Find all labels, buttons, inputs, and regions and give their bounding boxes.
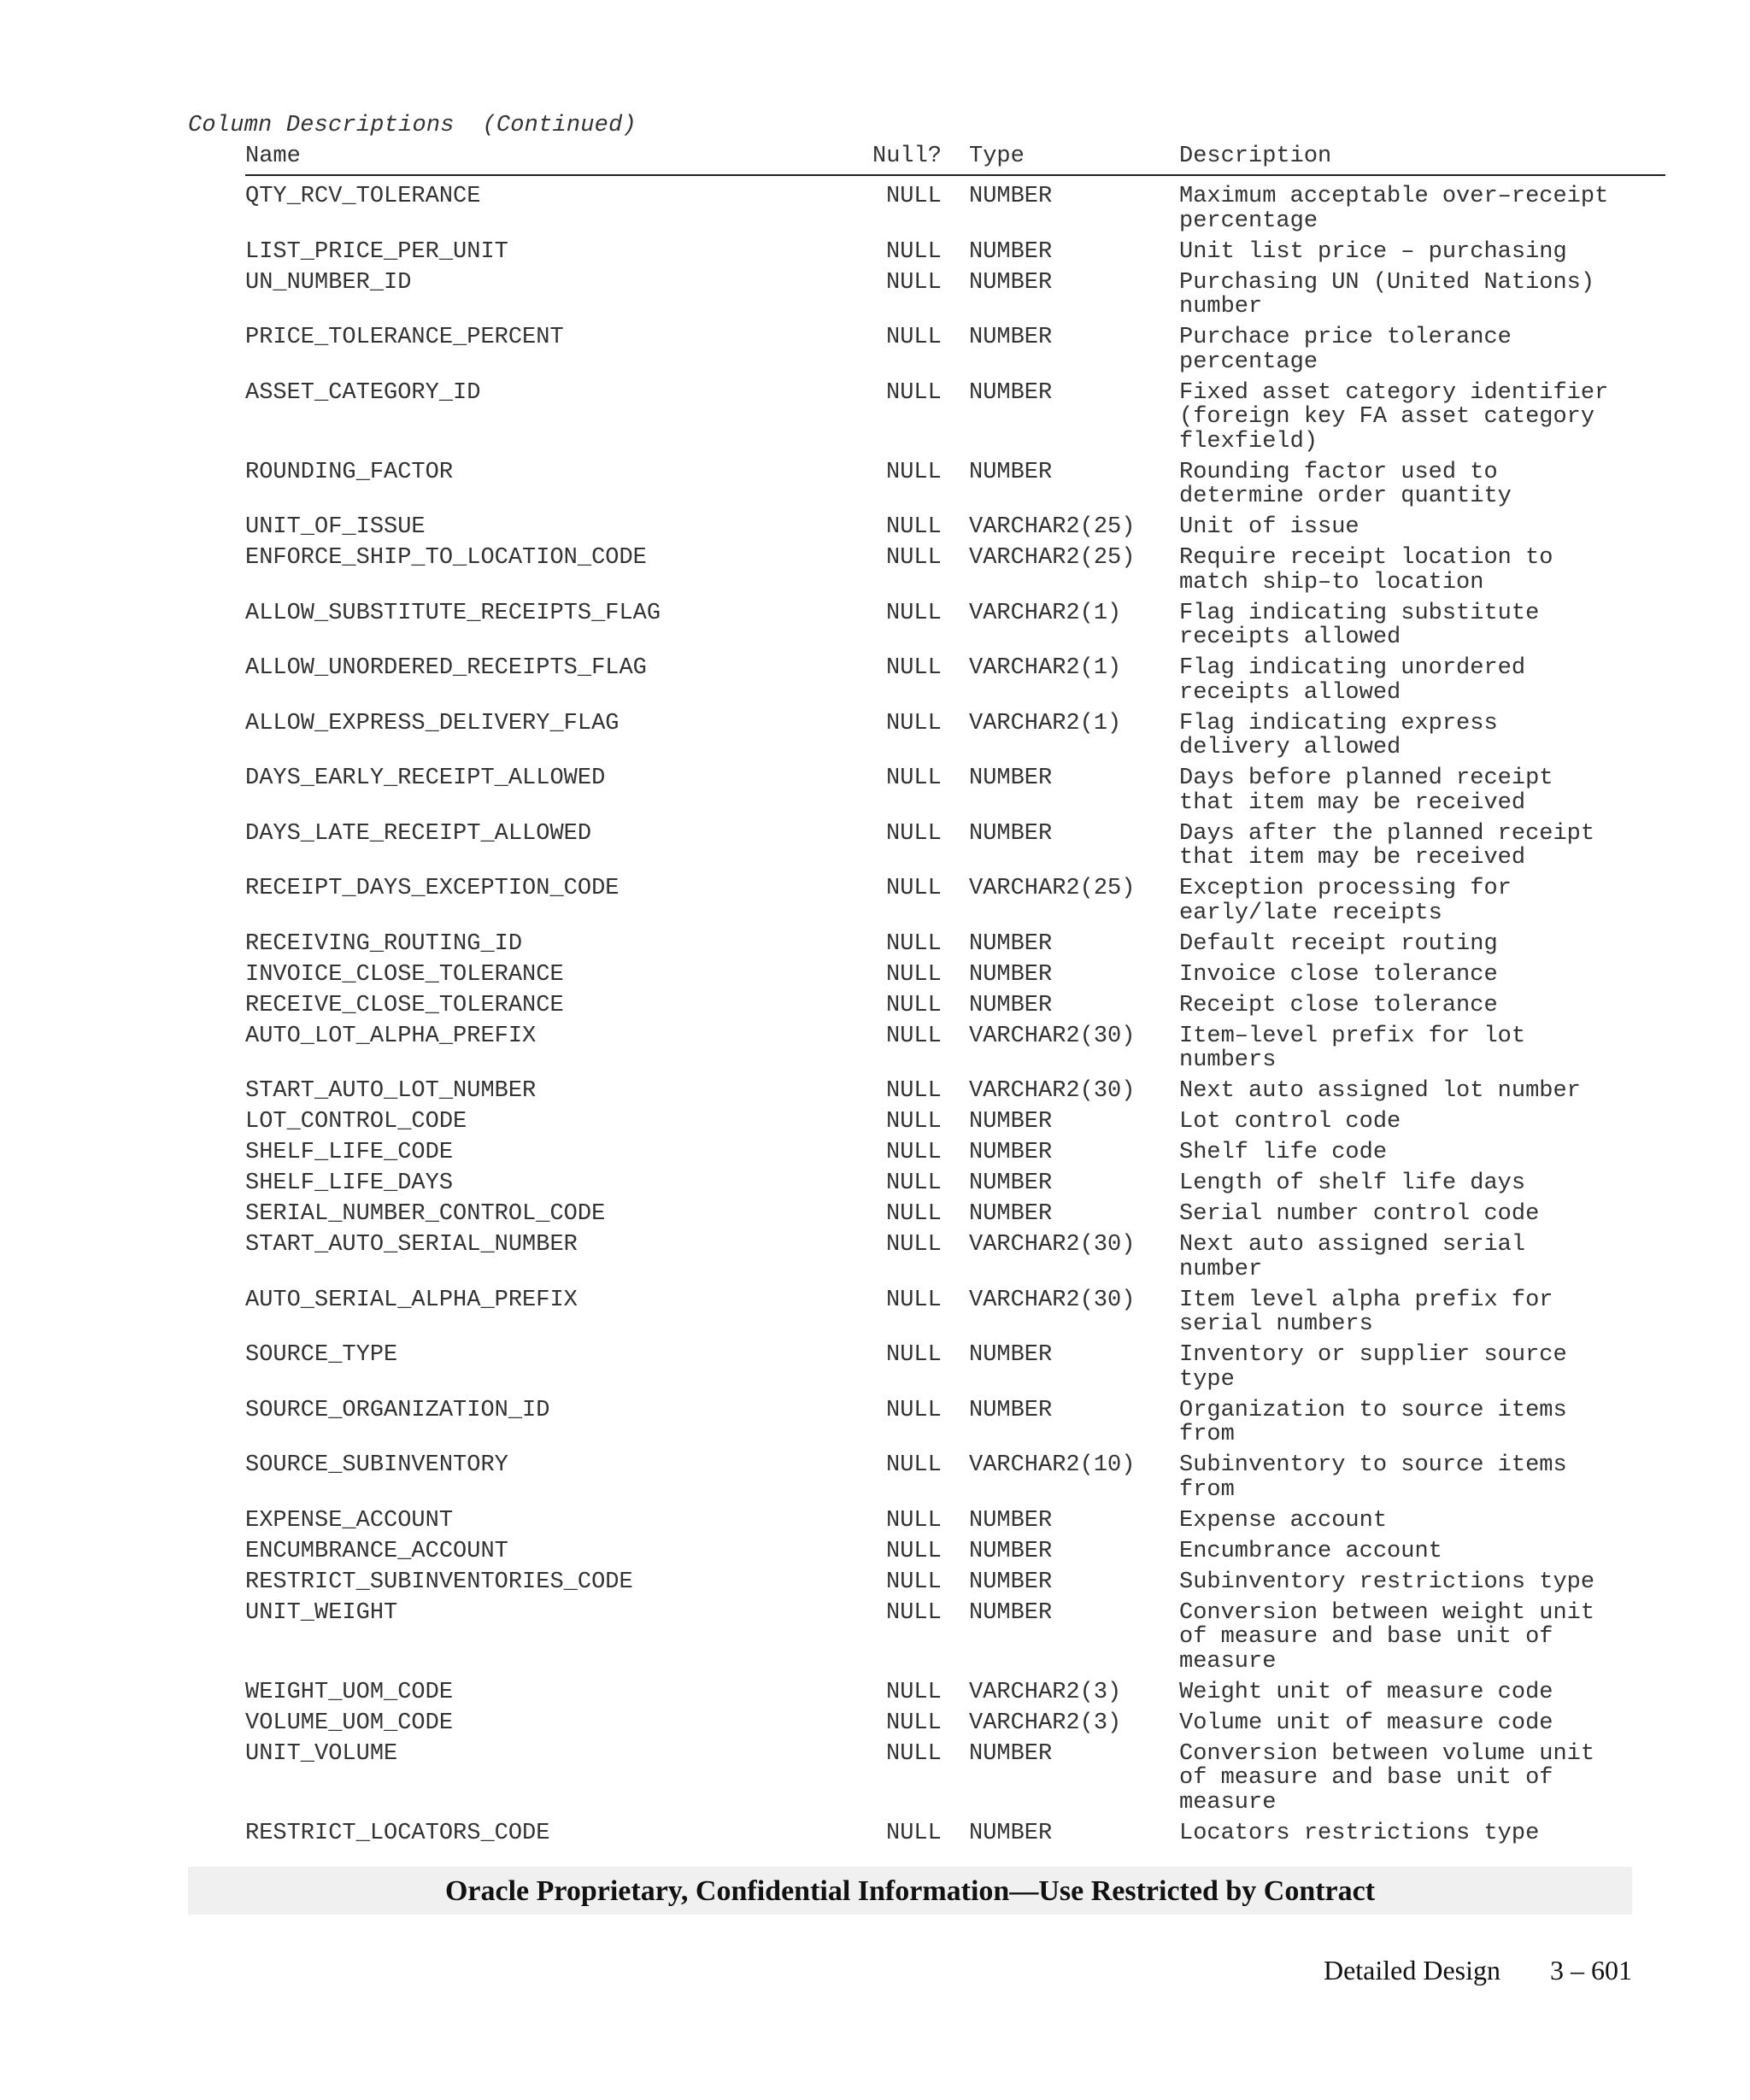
description-cell: Organization to source items from — [1179, 1397, 1567, 1447]
table-row — [245, 712, 1665, 760]
data-type-cell: VARCHAR2(3) — [969, 1710, 1122, 1736]
confidentiality-banner — [188, 1867, 1632, 1915]
column-name-cell: ALLOW_EXPRESS_DELIVERY_FLAG — [245, 710, 620, 736]
table-row — [245, 1233, 1665, 1282]
description-cell: Days before planned receipt that item may be received — [1179, 766, 1553, 816]
table-row — [245, 546, 1665, 595]
data-type-cell: VARCHAR2(1) — [969, 600, 1122, 626]
nullability-cell: NULL — [886, 1569, 942, 1595]
column-name-cell: LIST_PRICE_PER_UNIT — [245, 238, 508, 265]
data-type-cell: NUMBER — [969, 1569, 1053, 1595]
nullability-cell: NULL — [886, 269, 942, 296]
table-row — [245, 877, 1665, 925]
table-row — [245, 1453, 1665, 1502]
column-name-cell: ENFORCE_SHIP_TO_LOCATION_CODE — [245, 545, 647, 571]
table-row — [245, 326, 1665, 374]
nullability-cell: NULL — [886, 766, 942, 791]
data-type-cell: NUMBER — [969, 184, 1053, 209]
column-name-cell: SOURCE_ORGANIZATION_ID — [245, 1397, 550, 1423]
nullability-cell: NULL — [886, 600, 942, 626]
data-type-cell: NUMBER — [969, 1820, 1053, 1846]
column-name-cell: ROUNDING_FACTOR — [245, 459, 454, 485]
data-type-cell: VARCHAR2(30) — [969, 1023, 1136, 1049]
table-row — [245, 460, 1665, 509]
table-row — [245, 1540, 1665, 1564]
nullability-cell: NULL — [886, 1287, 942, 1313]
column-name-cell: SOURCE_TYPE — [245, 1342, 398, 1368]
column-name-cell: INVOICE_CLOSE_TOLERANCE — [245, 961, 564, 988]
description-cell: Conversion between volume unit of measure and base unit of measure — [1179, 1740, 1595, 1816]
data-type-cell: NUMBER — [969, 269, 1053, 296]
description-cell: Weight unit of measure code — [1179, 1679, 1553, 1705]
nullability-cell: NULL — [886, 514, 942, 540]
nullability-cell: NULL — [886, 1710, 942, 1736]
description-cell: Exception processing for early/late receipts — [1179, 876, 1512, 926]
data-type-cell: VARCHAR2(30) — [969, 1078, 1136, 1104]
description-cell: Flag indicating express delivery allowed — [1179, 710, 1498, 760]
description-cell: Subinventory restrictions type — [1179, 1569, 1595, 1595]
data-type-cell: VARCHAR2(25) — [969, 876, 1136, 901]
nullability-cell: NULL — [886, 710, 942, 736]
section-title: Column Descriptions (Continued) — [188, 113, 637, 138]
table-row — [245, 1570, 1665, 1595]
table-row — [245, 1171, 1665, 1196]
table-row — [245, 515, 1665, 540]
nullability-cell: NULL — [886, 1740, 942, 1767]
data-type-cell: VARCHAR2(3) — [969, 1679, 1122, 1705]
description-cell: Encumbrance account — [1179, 1538, 1442, 1564]
table-row — [245, 994, 1665, 1018]
column-name-cell: SHELF_LIFE_DAYS — [245, 1170, 454, 1196]
data-type-cell: NUMBER — [969, 1201, 1053, 1227]
description-cell: Item level alpha prefix for serial numbers — [1179, 1287, 1553, 1337]
table-row — [245, 1681, 1665, 1705]
page-number: 3 – 601 — [1550, 1955, 1632, 1986]
column-name-cell: RECEIVING_ROUTING_ID — [245, 930, 523, 957]
data-type-cell: NUMBER — [969, 930, 1053, 957]
data-type-cell: NUMBER — [969, 1538, 1053, 1564]
column-name-cell: RECEIPT_DAYS_EXCEPTION_CODE — [245, 876, 620, 901]
data-type-cell: NUMBER — [969, 961, 1053, 988]
column-name-cell: ALLOW_SUBSTITUTE_RECEIPTS_FLAG — [245, 600, 661, 626]
column-name-cell: AUTO_LOT_ALPHA_PREFIX — [245, 1023, 537, 1049]
data-type-cell: NUMBER — [969, 766, 1053, 791]
column-name-cell: UNIT_VOLUME — [245, 1740, 398, 1767]
table-row — [245, 963, 1665, 988]
table-row — [245, 1601, 1665, 1675]
table-row — [245, 1711, 1665, 1736]
table-row — [245, 1079, 1665, 1104]
nullability-cell: NULL — [886, 1170, 942, 1196]
nullability-cell: NULL — [886, 1507, 942, 1534]
nullability-cell: NULL — [886, 655, 942, 681]
nullability-cell: NULL — [886, 325, 942, 350]
table-row — [245, 1141, 1665, 1165]
footer-section-title: Detailed Design — [1323, 1955, 1500, 1986]
column-name-cell: AUTO_SERIAL_ALPHA_PREFIX — [245, 1287, 578, 1313]
table-row — [245, 1288, 1665, 1337]
description-cell: Purchasing UN (United Nations) number — [1179, 269, 1595, 320]
confidentiality-notice: Oracle Proprietary, Confidential Information––Use Restricted by Contract — [444, 1875, 1376, 1907]
nullability-cell: NULL — [886, 1538, 942, 1564]
nullability-cell: NULL — [886, 1109, 942, 1135]
table-row — [245, 1343, 1665, 1392]
table-row — [245, 822, 1665, 871]
data-type-cell: VARCHAR2(10) — [969, 1452, 1136, 1478]
description-cell: Next auto assigned lot number — [1179, 1078, 1581, 1104]
table-header — [245, 144, 1665, 176]
description-cell: Rounding factor used to determine order quantity — [1179, 459, 1512, 509]
column-name-cell: UNIT_OF_ISSUE — [245, 514, 426, 540]
description-cell: Days after the planned receipt that item may be received — [1179, 820, 1595, 871]
description-cell: Next auto assigned serial number — [1179, 1232, 1526, 1282]
description-cell: Shelf life code — [1179, 1140, 1388, 1165]
table-row — [245, 1742, 1665, 1816]
description-cell: Length of shelf life days — [1179, 1170, 1526, 1196]
description-cell: Flag indicating unordered receipts allowed — [1179, 655, 1526, 706]
nullability-cell: NULL — [886, 1452, 942, 1478]
description-cell: Expense account — [1179, 1507, 1388, 1534]
table-row — [245, 271, 1665, 320]
data-type-cell: NUMBER — [969, 379, 1053, 406]
data-type-cell: VARCHAR2(25) — [969, 545, 1136, 571]
data-type-cell: NUMBER — [969, 1170, 1053, 1196]
table-row — [245, 240, 1665, 265]
column-name-cell: DAYS_LATE_RECEIPT_ALLOWED — [245, 820, 592, 847]
nullability-cell: NULL — [886, 992, 942, 1018]
data-type-cell: NUMBER — [969, 1342, 1053, 1368]
column-header-type: Type — [969, 144, 1025, 169]
table-row — [245, 381, 1665, 455]
page-footer — [1324, 1955, 1632, 1986]
description-cell: Locators restrictions type — [1179, 1820, 1540, 1846]
column-name-cell: SHELF_LIFE_CODE — [245, 1140, 454, 1165]
table-row — [245, 1821, 1665, 1846]
nullability-cell: NULL — [886, 1201, 942, 1227]
column-header-description: Description — [1179, 144, 1332, 169]
nullability-cell: NULL — [886, 1599, 942, 1626]
nullability-cell: NULL — [886, 459, 942, 485]
nullability-cell: NULL — [886, 1820, 942, 1846]
nullability-cell: NULL — [886, 1397, 942, 1423]
data-type-cell: NUMBER — [969, 1140, 1053, 1165]
description-cell: Serial number control code — [1179, 1201, 1540, 1227]
column-name-cell: PRICE_TOLERANCE_PERCENT — [245, 325, 564, 350]
table-row — [245, 766, 1665, 815]
nullability-cell: NULL — [886, 379, 942, 406]
column-name-cell: SOURCE_SUBINVENTORY — [245, 1452, 508, 1478]
data-type-cell: NUMBER — [969, 1507, 1053, 1534]
data-type-cell: VARCHAR2(1) — [969, 710, 1122, 736]
column-name-cell: DAYS_EARLY_RECEIPT_ALLOWED — [245, 766, 606, 791]
nullability-cell: NULL — [886, 961, 942, 988]
column-name-cell: START_AUTO_LOT_NUMBER — [245, 1078, 537, 1104]
nullability-cell: NULL — [886, 545, 942, 571]
column-table-body — [245, 185, 1665, 1852]
nullability-cell: NULL — [886, 1679, 942, 1705]
data-type-cell: NUMBER — [969, 1740, 1053, 1767]
column-name-cell: RESTRICT_LOCATORS_CODE — [245, 1820, 550, 1846]
data-type-cell: NUMBER — [969, 992, 1053, 1018]
description-cell: Default receipt routing — [1179, 930, 1498, 957]
table-row — [245, 1399, 1665, 1447]
column-name-cell: RESTRICT_SUBINVENTORIES_CODE — [245, 1569, 633, 1595]
data-type-cell: VARCHAR2(30) — [969, 1287, 1136, 1313]
table-row — [245, 1509, 1665, 1534]
data-type-cell: NUMBER — [969, 459, 1053, 485]
column-name-cell: ENCUMBRANCE_ACCOUNT — [245, 1538, 508, 1564]
data-type-cell: NUMBER — [969, 1397, 1053, 1423]
table-row — [245, 656, 1665, 705]
column-name-cell: VOLUME_UOM_CODE — [245, 1710, 454, 1736]
description-cell: Maximum acceptable over–receipt percentage — [1179, 184, 1609, 234]
column-name-cell: WEIGHT_UOM_CODE — [245, 1679, 454, 1705]
column-name-cell: RECEIVE_CLOSE_TOLERANCE — [245, 992, 564, 1018]
data-type-cell: VARCHAR2(30) — [969, 1232, 1136, 1258]
nullability-cell: NULL — [886, 1232, 942, 1258]
description-cell: Require receipt location to match ship–to location — [1179, 545, 1553, 595]
description-cell: Invoice close tolerance — [1179, 961, 1498, 988]
nullability-cell: NULL — [886, 1342, 942, 1368]
data-type-cell: NUMBER — [969, 238, 1053, 265]
description-cell: Receipt close tolerance — [1179, 992, 1498, 1018]
data-type-cell: NUMBER — [969, 1599, 1053, 1626]
table-row — [245, 1202, 1665, 1227]
table-row — [245, 1024, 1665, 1073]
description-cell: Flag indicating substitute receipts allowed — [1179, 600, 1540, 650]
data-type-cell: VARCHAR2(1) — [969, 655, 1122, 681]
table-row — [245, 601, 1665, 650]
column-name-cell: SERIAL_NUMBER_CONTROL_CODE — [245, 1201, 606, 1227]
data-type-cell: NUMBER — [969, 325, 1053, 350]
nullability-cell: NULL — [886, 1140, 942, 1165]
data-type-cell: NUMBER — [969, 820, 1053, 847]
nullability-cell: NULL — [886, 238, 942, 265]
description-cell: Inventory or supplier source type — [1179, 1342, 1567, 1393]
nullability-cell: NULL — [886, 930, 942, 957]
nullability-cell: NULL — [886, 184, 942, 209]
data-type-cell: NUMBER — [969, 1109, 1053, 1135]
column-header-name: Name — [245, 144, 301, 169]
table-row — [245, 1110, 1665, 1135]
column-name-cell: ASSET_CATEGORY_ID — [245, 379, 481, 406]
description-cell: Conversion between weight unit of measure and base unit of measure — [1179, 1599, 1595, 1675]
description-cell: Unit list price – purchasing — [1179, 238, 1567, 265]
data-type-cell: VARCHAR2(25) — [969, 514, 1136, 540]
column-name-cell: UN_NUMBER_ID — [245, 269, 412, 296]
description-cell: Item–level prefix for lot numbers — [1179, 1023, 1526, 1073]
column-name-cell: QTY_RCV_TOLERANCE — [245, 184, 481, 209]
column-name-cell: EXPENSE_ACCOUNT — [245, 1507, 454, 1534]
description-cell: Volume unit of measure code — [1179, 1710, 1553, 1736]
description-cell: Fixed asset category identifier (foreign key FA asset category flexfield) — [1179, 379, 1609, 455]
nullability-cell: NULL — [886, 876, 942, 901]
nullability-cell: NULL — [886, 820, 942, 847]
table-row — [245, 185, 1665, 233]
column-name-cell: LOT_CONTROL_CODE — [245, 1109, 467, 1135]
column-name-cell: START_AUTO_SERIAL_NUMBER — [245, 1232, 578, 1258]
description-cell: Unit of issue — [1179, 514, 1359, 540]
column-header-null: Null? — [872, 144, 943, 169]
description-cell: Subinventory to source items from — [1179, 1452, 1567, 1503]
nullability-cell: NULL — [886, 1023, 942, 1049]
description-cell: Purchace price tolerance percentage — [1179, 325, 1512, 375]
table-row — [245, 932, 1665, 957]
nullability-cell: NULL — [886, 1078, 942, 1104]
column-name-cell: UNIT_WEIGHT — [245, 1599, 398, 1626]
description-cell: Lot control code — [1179, 1109, 1401, 1135]
column-name-cell: ALLOW_UNORDERED_RECEIPTS_FLAG — [245, 655, 647, 681]
